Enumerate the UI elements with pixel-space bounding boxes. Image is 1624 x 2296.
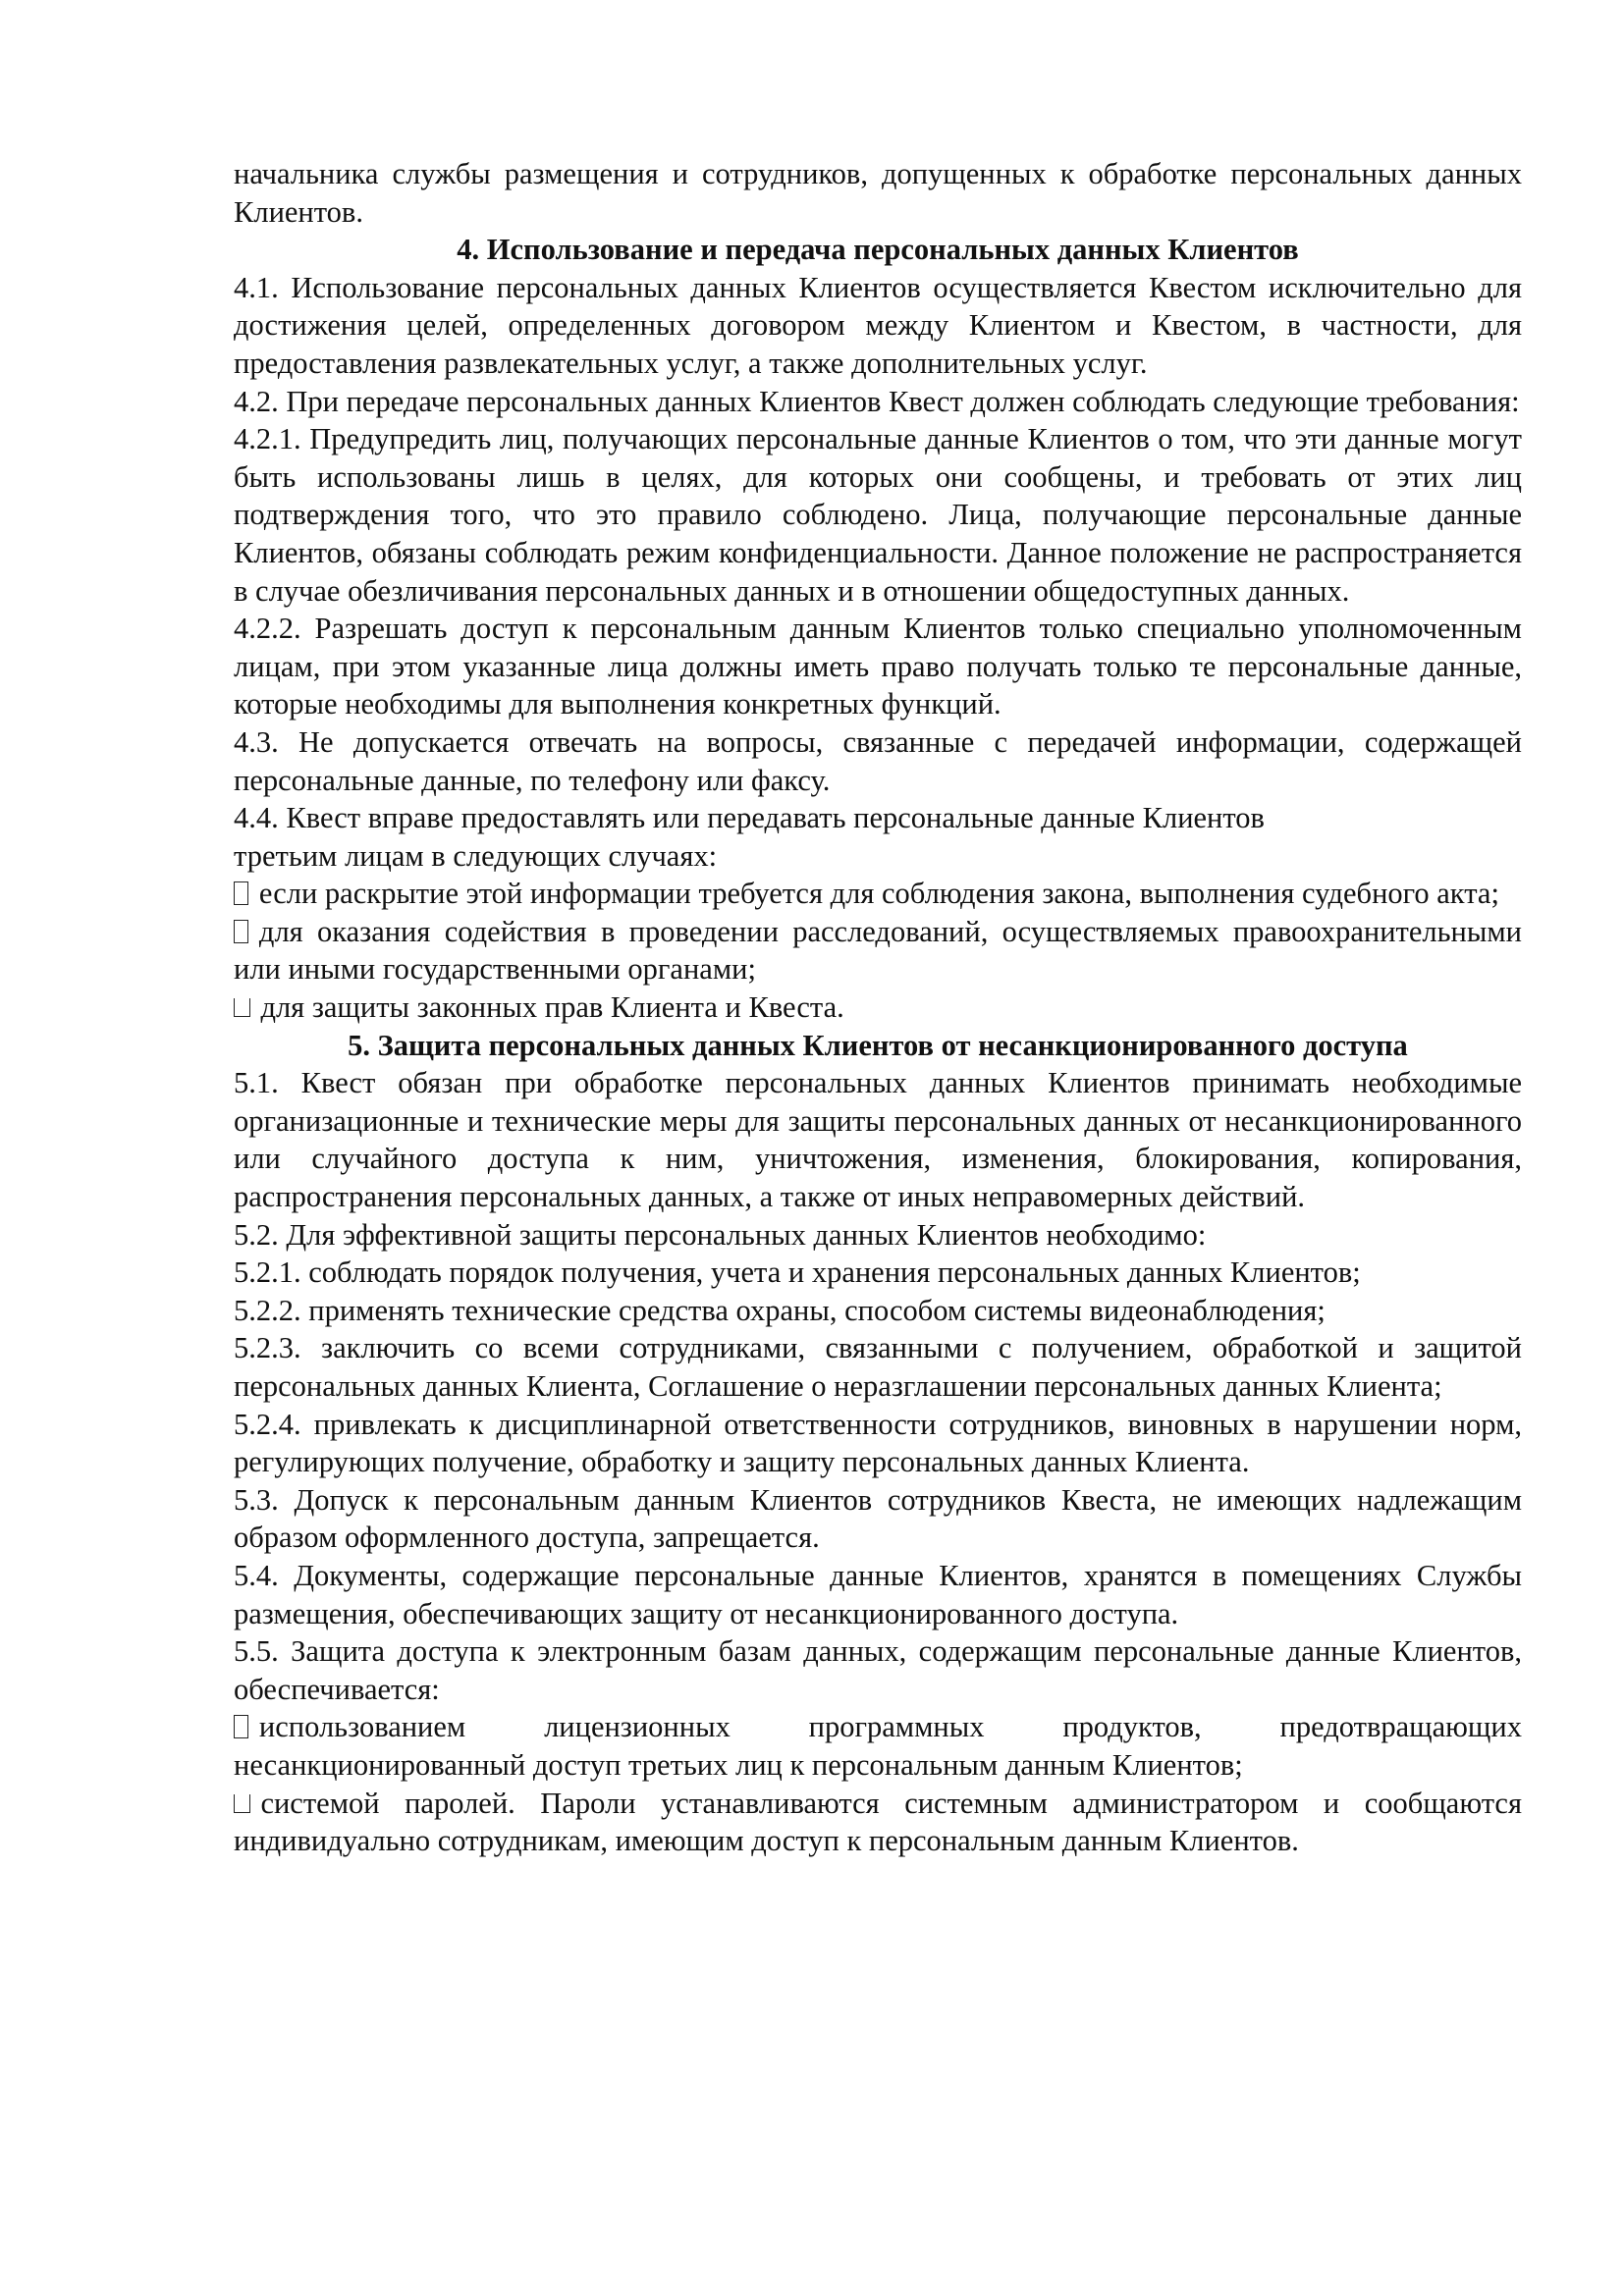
paragraph-4-2-1: 4.2.1. Предупредить лиц, получающих персональные данные Клиентов о том, что эти данные могут быть использованы лишь в целях, для которых они сообщены, и требовать от этих лиц подтверждения того, что это правило соблюдено. Лица, получающие персональные данные Клиентов, обязаны соблюдать режим конфиденциальности. Данное положение не распространяется в случае обезличивания персональных данных и в отношении общедоступных данных. (234, 422, 1522, 608)
bullet-text: если раскрытие этой информации требуется для соблюдения закона, выполнения судебного акта; (258, 877, 1499, 911)
paragraph-5-2-4: 5.2.4. привлекать к дисциплинарной ответственности сотрудников, виновных в нарушении норм, регулирующих получение, обработку и защиту персональных данных Клиента. (234, 1407, 1522, 1479)
bullet-text: системой паролей. Пароли устанавливаются системным администратором и сообщаются индивидуально сотрудникам, имеющим доступ к персональным данным Клиентов. (234, 1786, 1522, 1858)
paragraph-5-3: 5.3. Допуск к персональным данным Клиентов сотрудников Квеста, не имеющих надлежащим образом оформленного доступа, запрещается. (234, 1482, 1522, 1555)
paragraph-4-3: 4.3. Не допускается отвечать на вопросы, связанные с передачей информации, содержащей персональные данные, по телефону или факсу. (234, 724, 1522, 797)
bullet-item (234, 1785, 1522, 1860)
paragraph-continuation: начальника службы размещения и сотрудников, допущенных к обработке персональных данных Клиентов. (234, 157, 1522, 229)
paragraph-5-2-2: 5.2.2. применять технические средства охраны, способом системы видеонаблюдения; (234, 1293, 1326, 1327)
paragraph-5-5: 5.5. Защита доступа к электронным базам данных, содержащим персональные данные Клиентов, обеспечивается: (234, 1634, 1522, 1706)
bullet-text: использованием лицензионных программных продуктов, предотвращающих несанкционированный доступ третьих лиц к персональным данным Клиентов; (234, 1710, 1522, 1782)
bullet-item (234, 988, 1522, 1027)
section-5-heading: 5. Защита персональных данных Клиентов от несанкционированного доступа (348, 1028, 1408, 1062)
bullet-box-icon (234, 1715, 248, 1738)
document-page (234, 155, 1522, 1860)
bullet-item (234, 913, 1522, 988)
bullet-box-icon (234, 920, 248, 943)
paragraph-5-2-1: 5.2.1. соблюдать порядок получения, учета и хранения персональных данных Клиентов; (234, 1255, 1361, 1290)
section-4-heading: 4. Использование и передача персональных данных Клиентов (457, 233, 1299, 267)
paragraph-5-2-3: 5.2.3. заключить со всеми сотрудниками, связанными с получением, обработкой и защитой персональных данных Клиента, Соглашение о неразглашении персональных данных Клиента; (234, 1331, 1522, 1403)
paragraph-4-4: 4.4. Квест вправе предоставлять или передавать персональные данные Клиентов (234, 801, 1265, 835)
paragraph-5-4: 5.4. Документы, содержащие персональные данные Клиентов, хранятся в помещениях Службы размещения, обеспечивающих защиту от несанкционированного доступа. (234, 1558, 1522, 1630)
paragraph-4-2: 4.2. При передаче персональных данных Клиентов Квест должен соблюдать следующие требования: (234, 384, 1520, 418)
bullet-open-box-icon (234, 1794, 250, 1813)
bullet-box-icon (234, 881, 248, 905)
paragraph-5-2: 5.2. Для эффективной защиты персональных данных Клиентов необходимо: (234, 1217, 1207, 1252)
paragraph-4-4-cont: третьим лицам в следующих случаях: (234, 838, 718, 873)
paragraph-5-1: 5.1. Квест обязан при обработке персональных данных Клиентов принимать необходимые организационные и технические меры для защиты персональных данных от несанкционированного или случайного доступа к ним, уничтожения, изменения, блокирования, копирования, распространения персональных данных, а также от иных неправомерных действий. (234, 1066, 1522, 1214)
paragraph-4-1: 4.1. Использование персональных данных Клиентов осуществляется Квестом исключительно для достижения целей, определенных договором между Клиентом и Квестом, в частности, для предоставления развлекательных услуг, а также дополнительных услуг. (234, 270, 1522, 380)
bullet-text: для защиты законных прав Клиента и Квеста. (260, 990, 844, 1025)
bullet-item (234, 1708, 1522, 1784)
paragraph-4-2-2: 4.2.2. Разрешать доступ к персональным данным Клиентов только специально уполномоченным лицам, при этом указанные лица должны иметь право получать только те персональные данные, которые необходимы для выполнения конкретных функций. (234, 612, 1522, 721)
bullet-open-box-icon (234, 998, 250, 1017)
bullet-text: для оказания содействия в проведении расследований, осуществляемых правоохранительными или иными государственными органами; (234, 914, 1522, 987)
bullet-item (234, 875, 1522, 913)
